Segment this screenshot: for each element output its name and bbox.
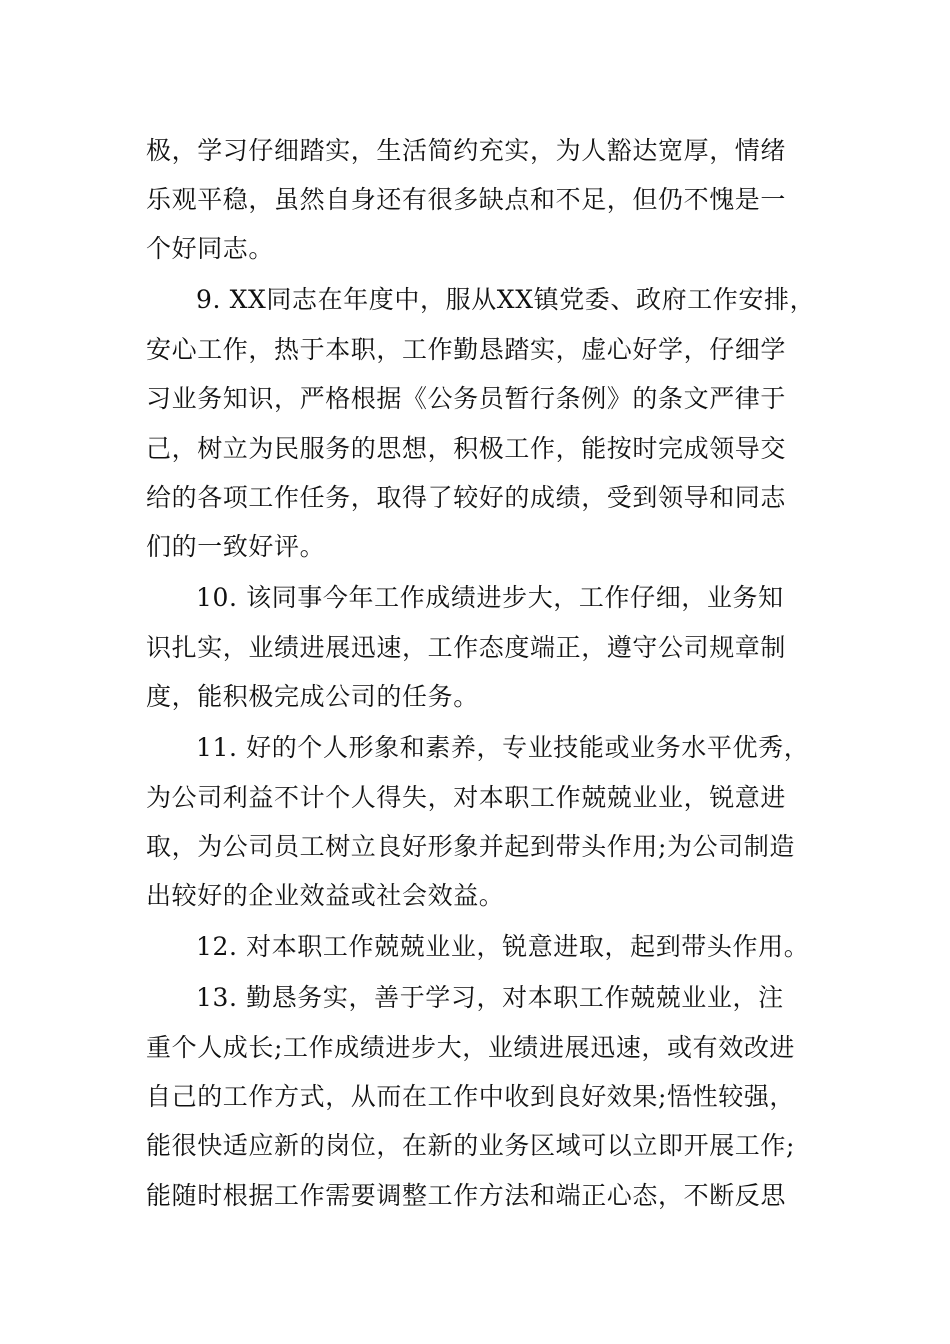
text-line: 重个人成长;工作成绩进步大，业绩进展迅速，或有效改进 xyxy=(146,1033,796,1062)
text-line: 们的一致好评。 xyxy=(146,532,326,561)
text-line: 习业务知识，严格根据《公务员暂行条例》的条文严律于 xyxy=(146,384,787,413)
text-line: 己，树立为民服务的思想，积极工作，能按时完成领导交 xyxy=(146,434,787,463)
text-line: 10. 该同事今年工作成绩进步大，工作仔细，业务知 xyxy=(196,583,784,612)
text-line: 给的各项工作任务，取得了较好的成绩，受到领导和同志 xyxy=(146,483,787,512)
text-line: 能随时根据工作需要调整工作方法和端正心态，不断反思 xyxy=(146,1181,787,1210)
text-line: 识扎实，业绩进展迅速，工作态度端正，遵守公司规章制 xyxy=(146,633,787,662)
text-line: 度，能积极完成公司的任务。 xyxy=(146,682,479,711)
text-line: 极，学习仔细踏实，生活简约充实，为人豁达宽厚，情绪 xyxy=(146,136,787,165)
text-line: 9. XX同志在年度中，服从XX镇党委、政府工作安排， xyxy=(196,285,816,314)
text-line: 出较好的企业效益或社会效益。 xyxy=(146,881,505,910)
text-line: 11. 好的个人形象和素养，专业技能或业务水平优秀， xyxy=(196,733,810,762)
text-line: 取，为公司员工树立良好形象并起到带头作用;为公司制造 xyxy=(146,832,796,861)
text-line: 为公司利益不计个人得失，对本职工作兢兢业业，锐意进 xyxy=(146,783,787,812)
text-line: 12. 对本职工作兢兢业业，锐意进取，起到带头作用。 xyxy=(196,932,810,961)
text-line: 能很快适应新的岗位，在新的业务区域可以立即开展工作; xyxy=(146,1131,796,1160)
text-line: 13. 勤恳务实，善于学习，对本职工作兢兢业业，注 xyxy=(196,983,784,1012)
text-line: 安心工作，热于本职，工作勤恳踏实，虚心好学，仔细学 xyxy=(146,335,787,364)
text-line: 自己的工作方式，从而在工作中收到良好效果;悟性较强， xyxy=(146,1082,796,1111)
text-line: 个好同志。 xyxy=(146,234,275,263)
text-line: 乐观平稳，虽然自身还有很多缺点和不足，但仍不愧是一 xyxy=(146,185,787,214)
